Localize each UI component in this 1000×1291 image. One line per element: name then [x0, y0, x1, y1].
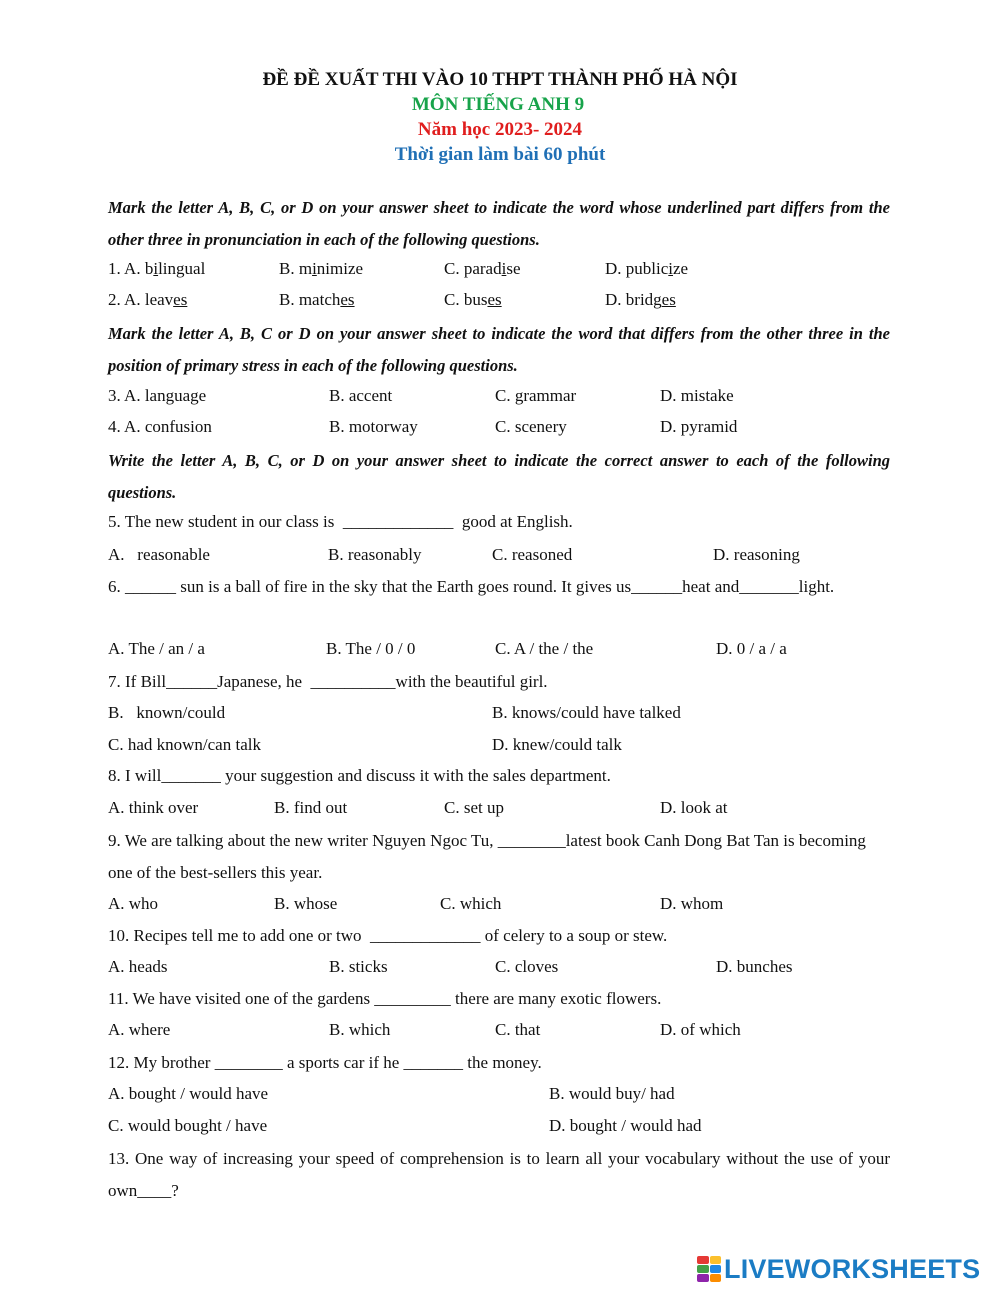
section3-instruction: Write the letter A, B, C, or D on your answer sheet to indicate the correct answer to each of the following questions. [108, 451, 890, 502]
q12-option-d: D. bought / would had [549, 1116, 702, 1135]
logo-square [697, 1274, 709, 1282]
q9-option-d: D. whom [660, 894, 724, 913]
liveworksheets-logo-icon [697, 1256, 721, 1282]
q12-option-c: C. would bought / have [108, 1116, 268, 1135]
q5-stem: 5. The new student in our class is _____________ good at English. [108, 512, 573, 531]
q7-option-a: B. known/could [108, 703, 226, 722]
q4-option-c: C. scenery [495, 417, 567, 436]
q2-option-c: C. buses [444, 290, 502, 309]
q11-option-c: C. that [495, 1020, 541, 1039]
section1-instruction: Mark the letter A, B, C, or D on your answer sheet to indicate the word whose underlined part differs from the other three in pronunciation in each of the following questions. [108, 198, 890, 249]
exam-title: ĐỀ ĐỀ XUẤT THI VÀO 10 THPT THÀNH PHỐ HÀ NỘI [262, 69, 738, 90]
logo-square [710, 1256, 722, 1264]
q3-option-d: D. mistake [660, 386, 734, 405]
liveworksheets-logo[interactable] [697, 1254, 980, 1284]
logo-square [710, 1274, 722, 1282]
q2-option-b: B. matches [279, 290, 355, 309]
q4-option-a: 4. A. confusion [108, 417, 212, 436]
q13-stem: 13. One way of increasing your speed of comprehension is to learn all your vocabulary without the use of your own____? [108, 1149, 890, 1200]
q5-option-d: D. reasoning [713, 545, 800, 564]
q5-option-c: C. reasoned [492, 545, 573, 564]
q10-option-b: B. sticks [329, 957, 388, 976]
q2-option-d: D. bridges [605, 290, 676, 309]
q11-option-a: A. where [108, 1020, 171, 1039]
q1-option-c: C. paradise [444, 259, 521, 278]
q6-option-d: D. 0 / a / a [716, 639, 787, 658]
q11-option-d: D. of which [660, 1020, 741, 1039]
q5-option-b: B. reasonably [328, 545, 422, 564]
q11-stem: 11. We have visited one of the gardens _________ there are many exotic flowers. [108, 989, 662, 1008]
q3-option-c: C. grammar [495, 386, 577, 405]
section2-instruction: Mark the letter A, B, C or D on your answer sheet to indicate the word that differs from the other three in the position of primary stress in each of the following questions. [108, 324, 890, 375]
q8-option-a: A. think over [108, 798, 199, 817]
q10-option-d: D. bunches [716, 957, 793, 976]
q9-option-a: A. who [108, 894, 159, 913]
q10-option-a: A. heads [108, 957, 168, 976]
q2-option-a: 2. A. leaves [108, 290, 188, 309]
q9-option-c: C. which [440, 894, 502, 913]
q4-option-d: D. pyramid [660, 417, 738, 436]
q10-stem: 10. Recipes tell me to add one or two _____________ of celery to a soup or stew. [108, 926, 668, 945]
q3-option-a: 3. A. language [108, 386, 207, 405]
logo-square [697, 1256, 709, 1264]
q12-option-b: B. would buy/ had [549, 1084, 675, 1103]
q12-option-a: A. bought / would have [108, 1084, 269, 1103]
q1-option-b: B. minimize [279, 259, 364, 278]
q7-option-d: D. knew/could talk [492, 735, 622, 754]
exam-time: Thời gian làm bài 60 phút [394, 144, 606, 165]
q7-option-c: C. had known/can talk [108, 735, 261, 754]
q7-option-b: B. knows/could have talked [492, 703, 681, 722]
q12-stem: 12. My brother ________ a sports car if he _______ the money. [108, 1053, 542, 1072]
exam-year: Năm học 2023- 2024 [417, 119, 583, 140]
logo-square [710, 1265, 722, 1273]
q7-stem: 7. If Bill______Japanese, he __________with the beautiful girl. [108, 672, 548, 691]
q6-stem: 6. ______ sun is a ball of fire in the sky that the Earth goes round. It gives us______heat and_______light. [108, 577, 835, 596]
q6-option-b: B. The / 0 / 0 [326, 639, 416, 658]
exam-subject: MÔN TIẾNG ANH 9 [411, 94, 585, 115]
q9-stem: 9. We are talking about the new writer Nguyen Ngoc Tu, ________latest book Canh Dong Bat Tan is becoming one of the best-sellers this year. [108, 831, 866, 882]
q4-option-b: B. motorway [329, 417, 418, 436]
q5-option-a: A. reasonable [108, 545, 210, 564]
logo-text: LIVEWORKSHEETS [724, 1253, 981, 1284]
q1-option-a: 1. A. bilingual [108, 259, 206, 278]
logo-square [697, 1265, 709, 1273]
q6-option-c: C. A / the / the [495, 639, 594, 658]
q6-option-a: A. The / an / a [108, 639, 205, 658]
q8-option-b: B. find out [274, 798, 348, 817]
q8-option-d: D. look at [660, 798, 728, 817]
q8-stem: 8. I will_______ your suggestion and discuss it with the sales department. [108, 766, 611, 785]
q11-option-b: B. which [329, 1020, 391, 1039]
q9-option-b: B. whose [274, 894, 338, 913]
q8-option-c: C. set up [444, 798, 504, 817]
q10-option-c: C. cloves [495, 957, 559, 976]
q1-option-d: D. publicize [605, 259, 689, 278]
q3-option-b: B. accent [329, 386, 393, 405]
